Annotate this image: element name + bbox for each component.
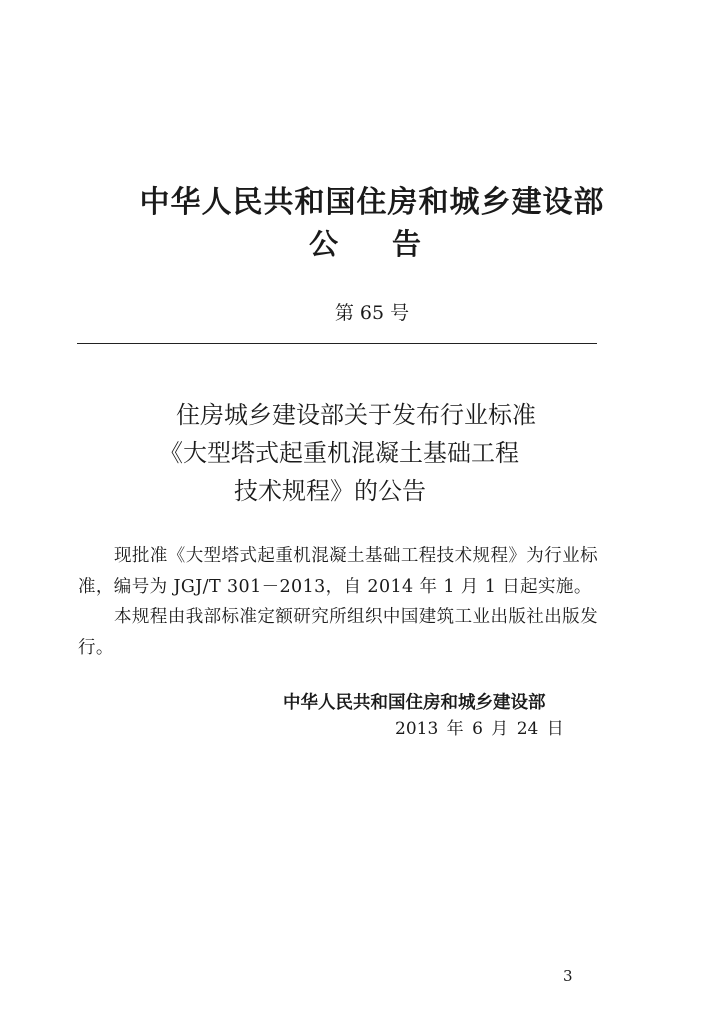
signature-date: 2013 年 6 月 24 日 bbox=[395, 719, 564, 739]
signature-organization: 中华人民共和国住房和城乡建设部 bbox=[283, 693, 546, 713]
page-number: 3 bbox=[563, 967, 573, 985]
header-subtitle: 公 告 bbox=[308, 227, 424, 261]
notice-title-line-2: 《大型塔式起重机混凝土基础工程 bbox=[159, 439, 519, 467]
notice-body bbox=[78, 541, 598, 663]
header-title: 中华人民共和国住房和城乡建设部 bbox=[139, 185, 605, 220]
header-divider bbox=[77, 343, 597, 344]
body-paragraph-2: 本规程由我部标准定额研究所组织中国建筑工业出版社出版发行。 bbox=[78, 607, 598, 658]
notice-title-line-3: 技术规程》的公告 bbox=[234, 477, 426, 505]
notice-title bbox=[0, 396, 724, 510]
body-paragraph-1: 现批准《大型塔式起重机混凝土基础工程技术规程》为行业标准，编号为 JGJ/T 301－2013，自 2014 年 1 月 1 日起实施。 bbox=[78, 546, 598, 597]
issue-number: 第 65 号 bbox=[334, 302, 410, 324]
notice-title-line-1: 住房城乡建设部关于发布行业标准 bbox=[176, 401, 536, 429]
